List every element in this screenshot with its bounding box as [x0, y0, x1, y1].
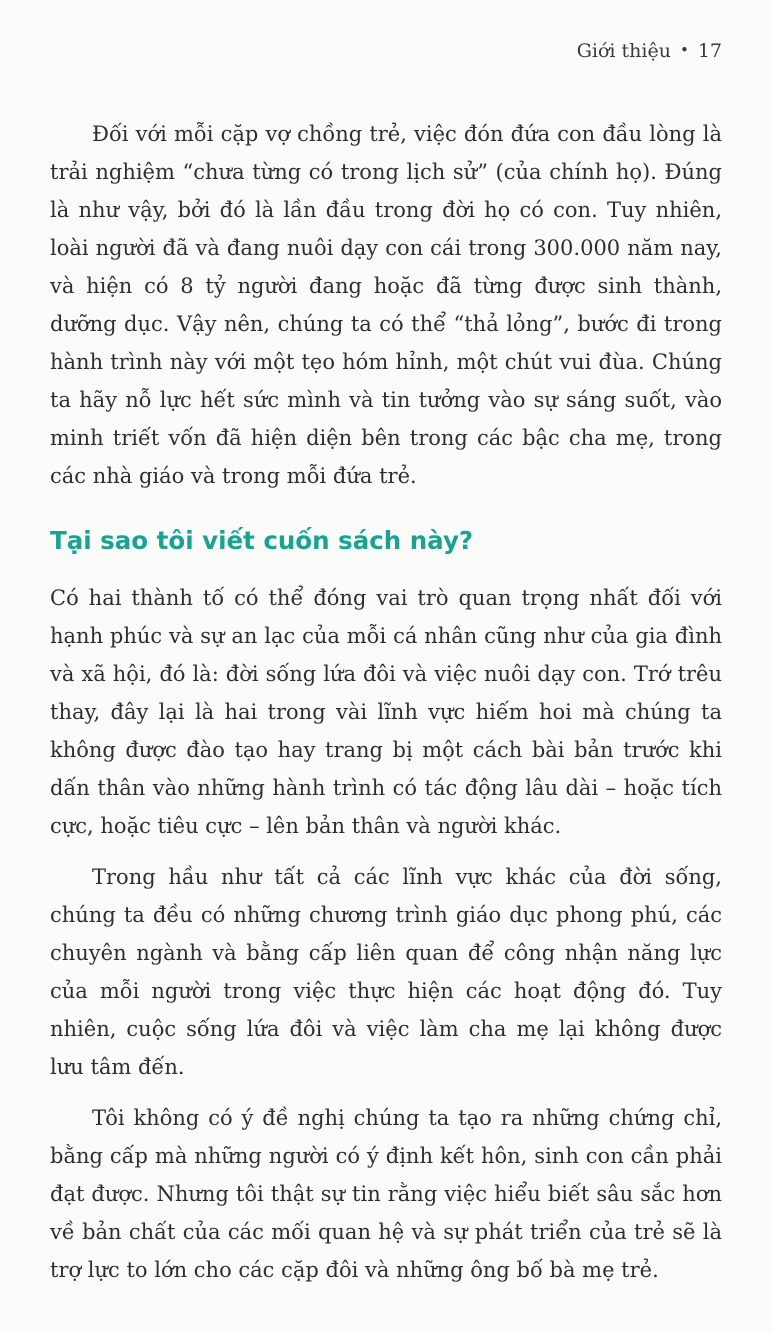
section-title: Giới thiệu [576, 40, 671, 62]
running-header [50, 40, 722, 63]
paragraph-why-2: Trong hầu như tất cả các lĩnh vực khác của đời sống, chúng ta đều có những chương trình giáo dục phong phú, các chuyên ngành và bằng cấp liên quan để công nhận năng lực của mỗi người trong việc thực hiện các hoạt động đó. Tuy nhiên, cuộc sống lứa đôi và việc làm cha mẹ lại không được lưu tâm đến. [50, 865, 722, 1079]
section-heading: Tại sao tôi viết cuốn sách này? [50, 526, 474, 555]
page-number: 17 [697, 40, 722, 62]
paragraph-why-3: Tôi không có ý đề nghị chúng ta tạo ra những chứng chỉ, bằng cấp mà những người có ý định kết hôn, sinh con cần phải đạt được. Nhưng tôi thật sự tin rằng việc hiểu biết sâu sắc hơn về bản chất của các mối quan hệ và sự phát triển của trẻ sẽ là trợ lực to lớn cho các cặp đôi và những ông bố bà mẹ trẻ. [50, 1106, 722, 1282]
bullet-separator: • [679, 41, 689, 59]
paragraph-intro: Đối với mỗi cặp vợ chồng trẻ, việc đón đứa con đầu lòng là trải nghiệm “chưa từng có trong lịch sử” (của chính họ). Đúng là như vậy, bởi đó là lần đầu trong đời họ có con. Tuy nhiên, loài người đã và đang nuôi dạy con cái trong 300.000 năm nay, và hiện có 8 tỷ người đang hoặc đã từng được sinh thành, dưỡng dục. Vậy nên, chúng ta có thể “thả lỏng”, bước đi trong hành trình này với một tẹo hóm hỉnh, một chút vui đùa. Chúng ta hãy nỗ lực hết sức mình và tin tưởng vào sự sáng suốt, vào minh triết vốn đã hiện diện bên trong các bậc cha mẹ, trong các nhà giáo và trong mỗi đứa trẻ. [50, 122, 722, 488]
paragraph-why-1: Có hai thành tố có thể đóng vai trò quan trọng nhất đối với hạnh phúc và sự an lạc của mỗi cá nhân cũng như của gia đình và xã hội, đó là: đời sống lứa đôi và việc nuôi dạy con. Trớ trêu thay, đây lại là hai trong vài lĩnh vực hiếm hoi mà chúng ta không được đào tạo hay trang bị một cách bài bản trước khi dấn thân vào những hành trình có tác động lâu dài – hoặc tích cực, hoặc tiêu cực – lên bản thân và người khác. [50, 586, 722, 838]
page-body [50, 115, 722, 1289]
